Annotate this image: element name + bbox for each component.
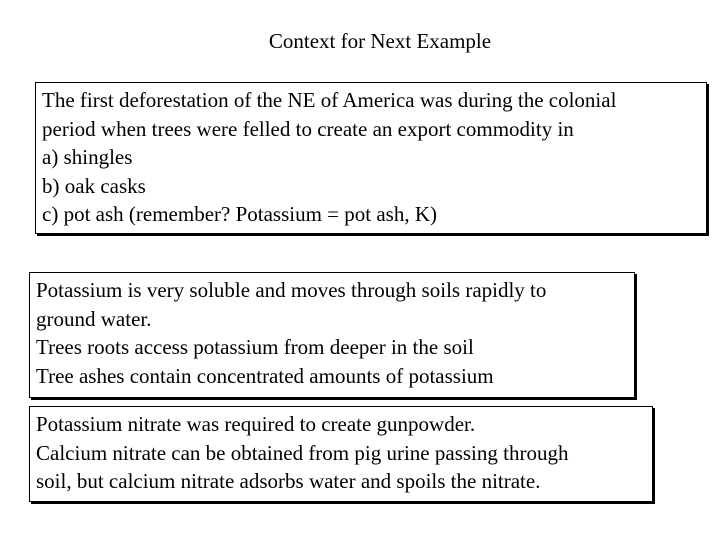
fact-line: Calcium nitrate can be obtained from pig urine passing through xyxy=(36,440,569,465)
fact-line: Trees roots access potassium from deeper in the soil xyxy=(36,335,474,359)
fact-line: ground water. xyxy=(36,306,152,331)
nitrate-facts-box xyxy=(29,406,653,502)
fact-line: Potassium nitrate was required to create gunpowder. xyxy=(36,412,476,436)
fact-line: soil, but calcium nitrate adsorbs water and spoils the nitrate. xyxy=(36,469,541,493)
question-line: The first deforestation of the NE of America was during the colonial xyxy=(42,88,617,112)
answer-option-b: b) oak casks xyxy=(42,173,146,198)
answer-option-a: a) shingles xyxy=(42,145,133,169)
question-box xyxy=(35,82,707,234)
potassium-facts-box xyxy=(29,272,635,398)
answer-option-c: c) pot ash (remember? Potassium = pot ash, K) xyxy=(42,202,438,226)
question-line: period when trees were felled to create an export commodity in xyxy=(42,116,574,141)
fact-line: Tree ashes contain concentrated amounts of potassium xyxy=(36,363,494,388)
fact-line: Potassium is very soluble and moves through soils rapidly to xyxy=(36,278,547,302)
slide-title: Context for Next Example xyxy=(268,29,492,53)
